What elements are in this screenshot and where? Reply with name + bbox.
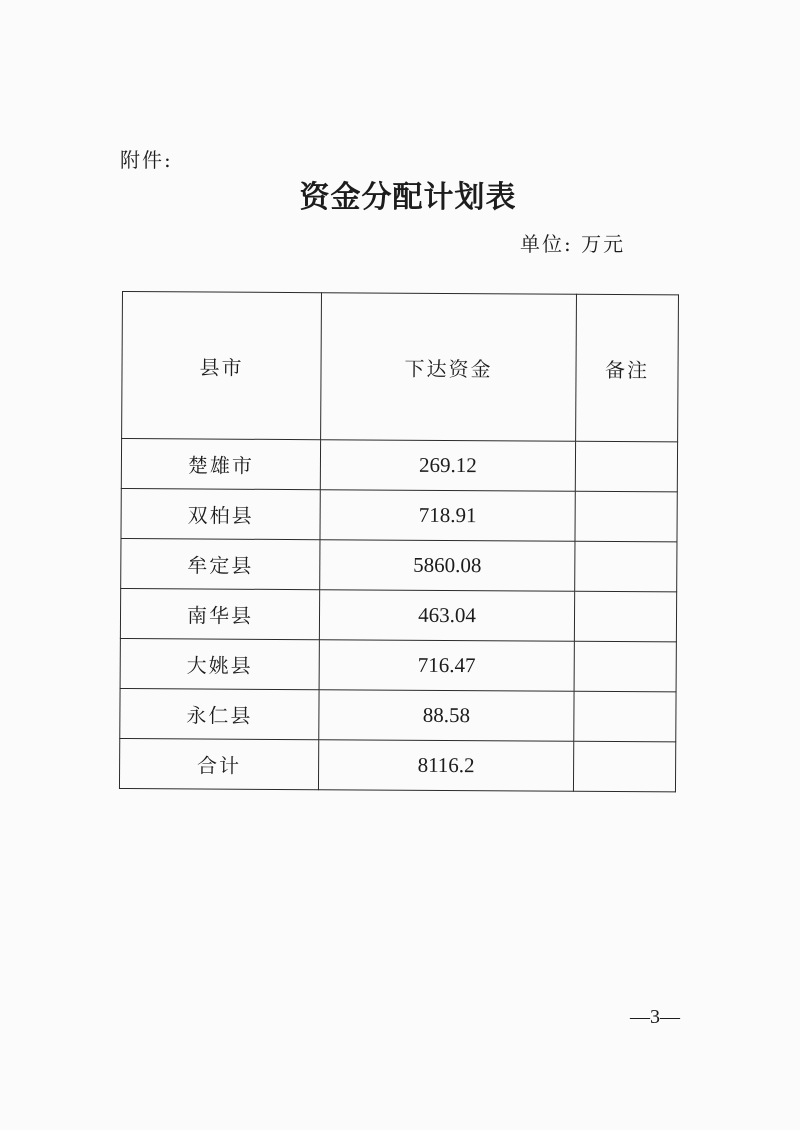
- note-cell: [574, 641, 676, 692]
- note-cell: [575, 491, 677, 542]
- table-row: [121, 488, 677, 541]
- note-cell: [575, 541, 677, 592]
- amount-cell: 463.04: [319, 590, 574, 642]
- attachment-label: 附件:: [120, 148, 173, 172]
- county-cell: 楚雄市: [121, 439, 320, 490]
- note-cell: [574, 591, 676, 642]
- total-amount-cell: 8116.2: [318, 740, 573, 792]
- county-cell: 牟定县: [121, 538, 320, 589]
- table-row: [120, 588, 676, 641]
- table-row: [121, 538, 677, 591]
- unit-label: 单位: 万元: [520, 232, 626, 256]
- table-total-row: [119, 738, 675, 791]
- note-cell: [574, 691, 676, 742]
- county-cell: 南华县: [120, 588, 319, 639]
- table-header-row: [122, 292, 679, 442]
- total-note-cell: [573, 741, 675, 792]
- document-title: 资金分配计划表: [299, 180, 517, 215]
- amount-cell: 716.47: [319, 640, 574, 692]
- allocation-table: [119, 291, 679, 792]
- column-header-amount: 下达资金: [321, 293, 577, 442]
- note-cell: [575, 441, 677, 492]
- column-header-note: 备注: [576, 294, 679, 442]
- table-row: [120, 638, 676, 691]
- column-header-county: 县市: [122, 292, 322, 440]
- county-cell: 双柏县: [121, 488, 320, 539]
- table-row: [121, 439, 677, 492]
- total-label-cell: 合计: [119, 738, 318, 789]
- amount-cell: 269.12: [320, 440, 575, 492]
- amount-cell: 88.58: [319, 690, 574, 742]
- page-number: —3—: [630, 1006, 680, 1028]
- amount-cell: 5860.08: [320, 540, 575, 592]
- allocation-table-wrapper: [119, 291, 678, 791]
- county-cell: 大姚县: [120, 638, 319, 689]
- table-row: [120, 688, 676, 741]
- county-cell: 永仁县: [120, 688, 319, 739]
- amount-cell: 718.91: [320, 490, 575, 542]
